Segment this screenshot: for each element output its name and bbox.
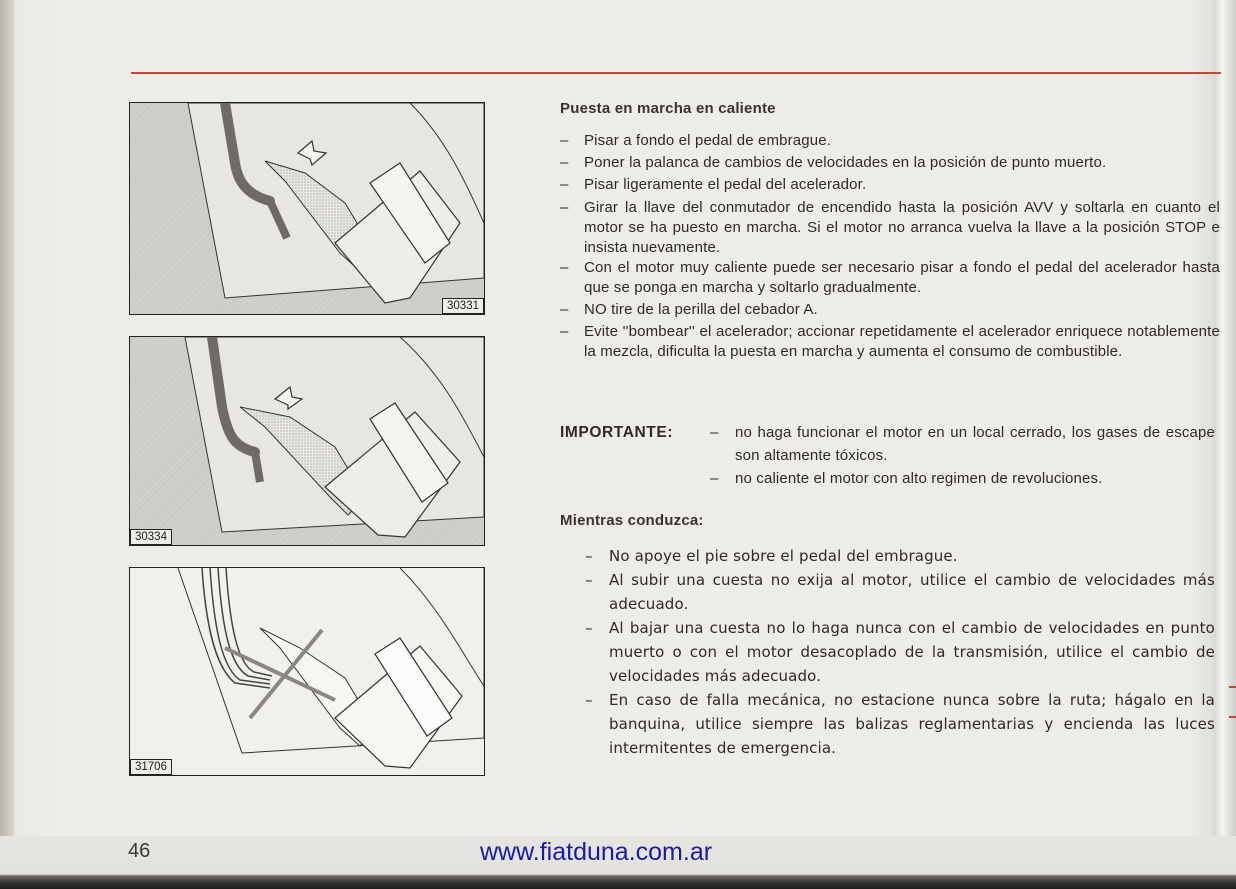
list-item: – no haga funcionar el motor en un local cerrado, los gases de escape son altamente tóxicos.	[710, 421, 1215, 467]
list-item: – Girar la llave del conmutador de encendido hasta la posición AVV y soltarla en cuanto el motor se ha puesto en marcha. Si el motor no arranca vuelva la llave a la posición STOP e insista nuevamente.	[560, 198, 1220, 258]
list-item: – Pisar ligeramente el pedal del acelerador.	[560, 175, 1220, 195]
list-item: – Al bajar una cuesta no lo haga nunca con el cambio de velocidades en punto muerto o con el motor desacoplado de la transmisión, utilice el cambio de velocidades más adecuado.	[585, 616, 1215, 688]
pedal-illustration	[130, 337, 484, 545]
figure-pedal-press	[129, 102, 485, 315]
section-heading: Mientras conduzca:	[560, 512, 704, 529]
list-item: – Poner la palanca de cambios de velocidades en la posición de punto muerto.	[560, 153, 1220, 173]
page-number: 46	[128, 840, 151, 862]
list-item: – En caso de falla mecánica, no estacione nunca sobre la ruta; hágalo en la banquina, utilice siempre las balizas reglamentarias y encienda las luces intermitentes de emergencia.	[585, 688, 1215, 760]
figure-pedal-incorrect	[129, 567, 485, 776]
section-hot-start	[560, 100, 1220, 362]
margin-mark	[1229, 686, 1236, 688]
pedal-illustration	[130, 103, 484, 314]
list-item: – Evite ''bombear'' el acelerador; accionar repetidamente el acelerador enriquece notablemente la mezcla, dificulta la puesta en marcha y aumenta el consumo de combustible.	[560, 322, 1220, 362]
figure-number: 31706	[130, 759, 172, 775]
margin-mark	[1229, 716, 1236, 718]
figure-number: 30334	[130, 529, 172, 545]
important-list	[710, 421, 1215, 490]
list-item: – No apoye el pie sobre el pedal del embrague.	[585, 544, 1215, 568]
page-spine	[0, 0, 14, 889]
section-heading: Puesta en marcha en caliente	[560, 100, 776, 117]
figure-number: 30331	[442, 298, 484, 314]
important-label: IMPORTANTE:	[560, 424, 674, 441]
pedal-illustration	[130, 568, 484, 775]
list-item: – no caliente el motor con alto regimen de revoluciones.	[710, 467, 1215, 490]
list-item: – NO tire de la perilla del cebador A.	[560, 300, 1220, 320]
header-rule	[131, 72, 1221, 74]
figure-pedal-release	[129, 336, 485, 546]
instruction-list	[560, 131, 1220, 362]
list-item: – Al subir una cuesta no exija al motor, utilice el cambio de velocidades más adecuado.	[585, 568, 1215, 616]
driving-tips-list	[585, 544, 1215, 760]
list-item: – Con el motor muy caliente puede ser necesario pisar a fondo el pedal del acelerador hasta que se ponga en marcha y soltarlo gradualmente.	[560, 258, 1220, 298]
website-link[interactable]: www.fiatduna.com.ar	[480, 838, 713, 866]
list-item: – Pisar a fondo el pedal de embrague.	[560, 131, 1220, 151]
